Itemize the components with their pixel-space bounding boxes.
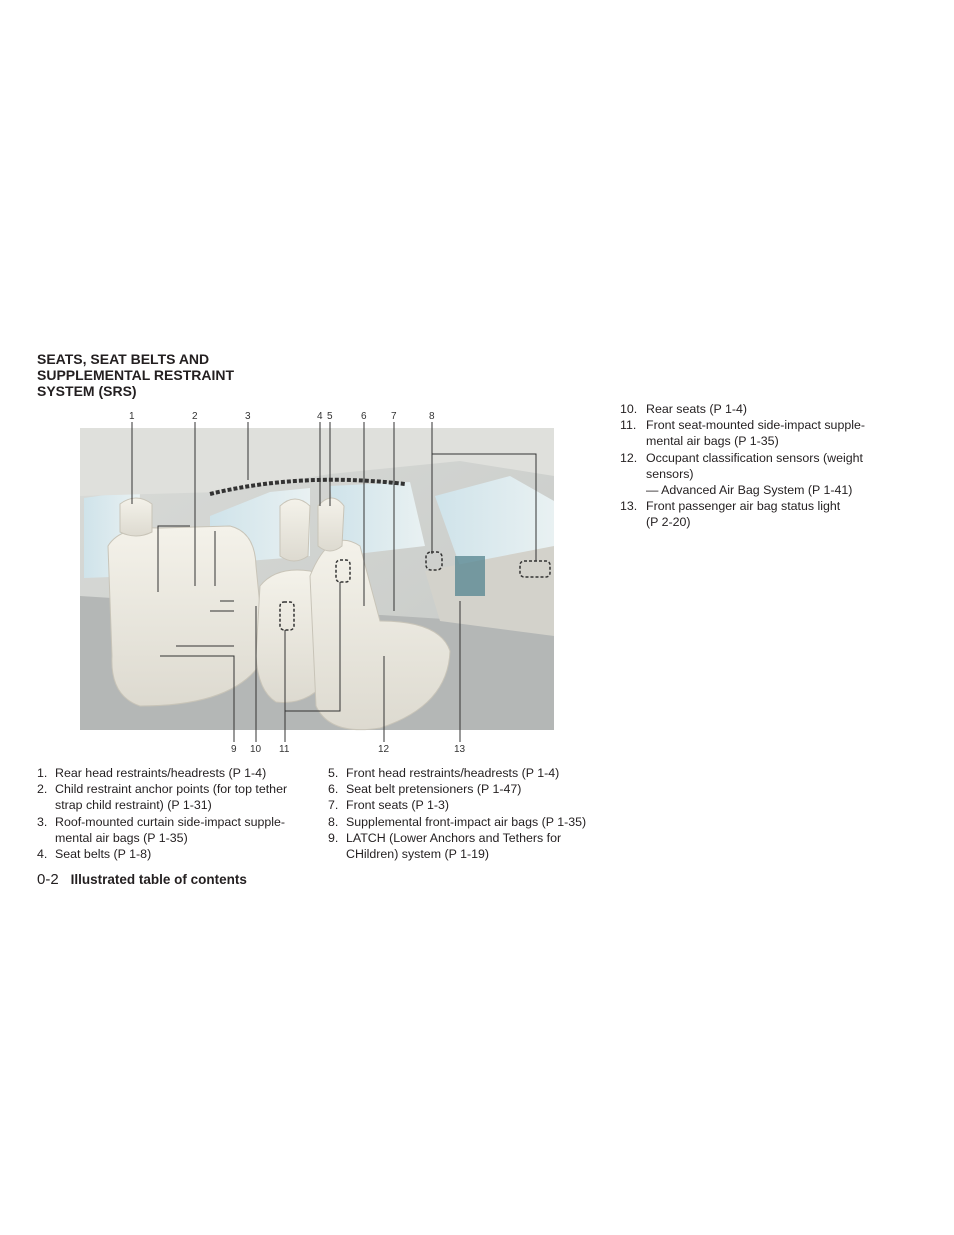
callout-12: 12 [378,744,390,754]
item-text: Roof-mounted curtain side-impact supple- [55,814,286,829]
list-item [620,498,890,530]
item-text: mental air bags (P 1-35) [55,830,188,845]
item-number: 2. [37,782,48,797]
item-text: Front seats (P 1-3) [346,798,450,813]
callout-10: 10 [250,744,262,754]
list-item [328,781,608,797]
list-item [620,401,890,417]
section-title-line: SUPPLEMENTAL RESTRAINT [37,367,235,383]
list-item [328,830,608,862]
callout-2: 2 [192,411,198,422]
item-number: 1. [37,766,48,780]
page-number: 0-2 [37,871,59,888]
legend-list-left [37,765,317,862]
footer-title: Illustrated table of contents [70,872,247,887]
section-title-line: SEATS, SEAT BELTS AND [37,351,210,367]
list-item [620,417,890,449]
rear-headrest [120,498,152,536]
item-text: Front passenger air bag status light [646,499,841,514]
legend-list-right [620,401,890,531]
item-text: — Advanced Air Bag System (P 1-41) [646,483,853,498]
list-item [37,781,317,813]
callout-9: 9 [231,744,237,754]
item-text: Rear seats (P 1-4) [646,402,748,416]
item-text: Front seat-mounted side-impact supple- [646,418,866,433]
item-text: strap child restraint) (P 1-31) [55,798,212,813]
interior-illustration [80,406,556,754]
item-text: LATCH (Lower Anchors and Tethers for [346,830,562,845]
item-text: Front head restraints/headrests (P 1-4) [346,766,560,780]
callout-3: 3 [245,411,251,422]
item-number: 12. [620,450,638,465]
callout-5: 5 [327,411,333,422]
callout-13: 13 [454,744,466,754]
callout-1: 1 [129,411,135,422]
item-number: 8. [328,814,339,829]
front-headrest-right [318,498,344,551]
item-text: Seat belts (P 1-8) [55,847,152,862]
item-text: Seat belt pretensioners (P 1-47) [346,782,522,797]
item-number: 9. [328,830,339,845]
item-number: 13. [620,499,638,514]
car-interior-illustration [80,406,556,754]
item-number: 5. [328,766,339,780]
item-number: 6. [328,782,339,797]
rear-seat [108,526,265,706]
item-number: 10. [620,402,638,416]
section-title-line: SYSTEM (SRS) [37,383,137,399]
legend-list-middle [328,765,608,862]
item-text: mental air bags (P 1-35) [646,434,779,449]
front-headrest-left [280,499,310,561]
item-number: 11. [620,418,637,433]
item-text: Child restraint anchor points (for top tether [55,782,288,797]
center-display [455,556,485,596]
item-text: Rear head restraints/headrests (P 1-4) [55,766,267,780]
item-number: 3. [37,814,48,829]
page-footer [37,871,247,888]
list-item [620,450,890,482]
callout-11: 11 [279,744,290,754]
item-text: Supplemental front-impact air bags (P 1-35) [346,814,587,829]
callout-7: 7 [391,411,397,422]
list-item [37,814,317,846]
section-title [37,351,297,399]
item-text: CHildren) system (P 1-19) [346,847,489,862]
list-item [328,814,608,830]
list-item [328,797,608,813]
list-item [37,846,317,862]
callout-8: 8 [429,411,435,422]
item-text: (P 2-20) [646,515,691,530]
list-item [37,765,317,781]
list-item [328,765,608,781]
item-number: 4. [37,847,48,862]
item-text: sensors) [646,466,694,481]
list-subitem [620,482,890,498]
callout-4: 4 [317,411,323,422]
item-text: Occupant classification sensors (weight [646,450,863,465]
item-number: 7. [328,798,339,813]
callout-6: 6 [361,411,367,422]
